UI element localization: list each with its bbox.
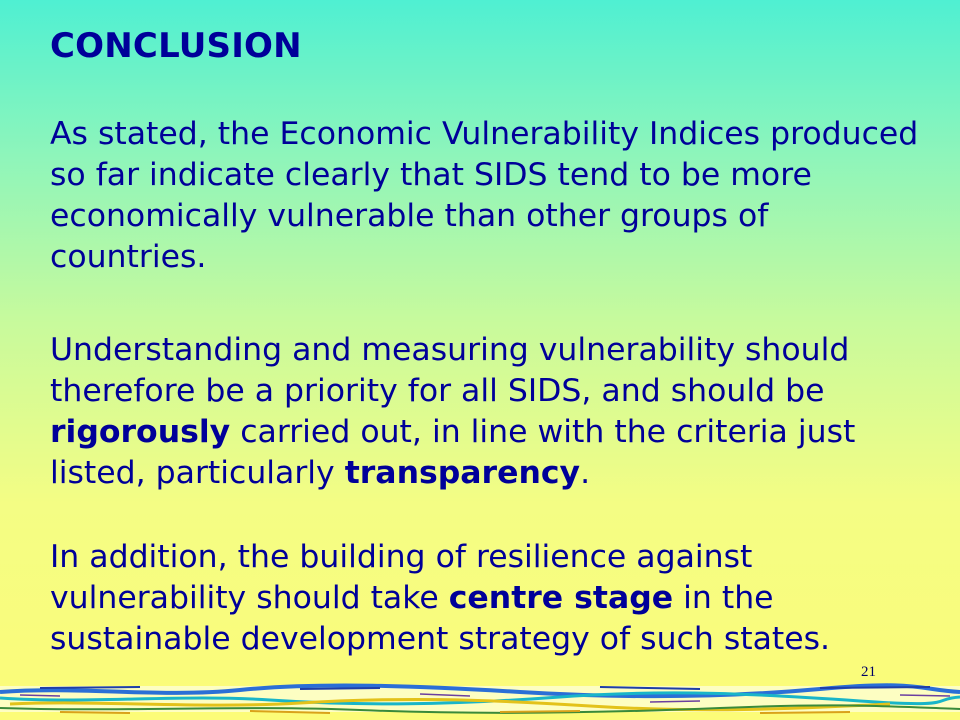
- slide-title: CONCLUSION: [50, 26, 302, 66]
- paragraph-2-text-b: carried out, in line with the criteria just listed, particularly: [50, 414, 856, 491]
- paragraph-3: [50, 537, 930, 660]
- paragraph-1: [50, 114, 930, 278]
- paragraph-1-text: As stated, the Economic Vulnerability Indices produced so far indicate clearly that SIDS tend to be more economically vulnerable than other groups of countries.: [50, 116, 919, 275]
- paragraph-3-text-b: in the sustainable development strategy of such states.: [50, 580, 831, 657]
- emphasis-centre-stage: centre stage: [448, 580, 674, 616]
- emphasis-rigorously: rigorously: [50, 414, 231, 450]
- paragraph-2-text-a: Understanding and measuring vulnerability should therefore be a priority for all SIDS, and should be: [50, 332, 850, 409]
- page-number: 21: [861, 664, 876, 680]
- paragraph-2-text-c: .: [580, 455, 591, 491]
- emphasis-transparency: transparency: [344, 455, 581, 491]
- paragraph-3-text-a: In addition, the building of resilience against vulnerability should take: [50, 539, 753, 616]
- decorative-brush-stroke-border: [0, 678, 960, 720]
- paragraph-2: [50, 330, 930, 494]
